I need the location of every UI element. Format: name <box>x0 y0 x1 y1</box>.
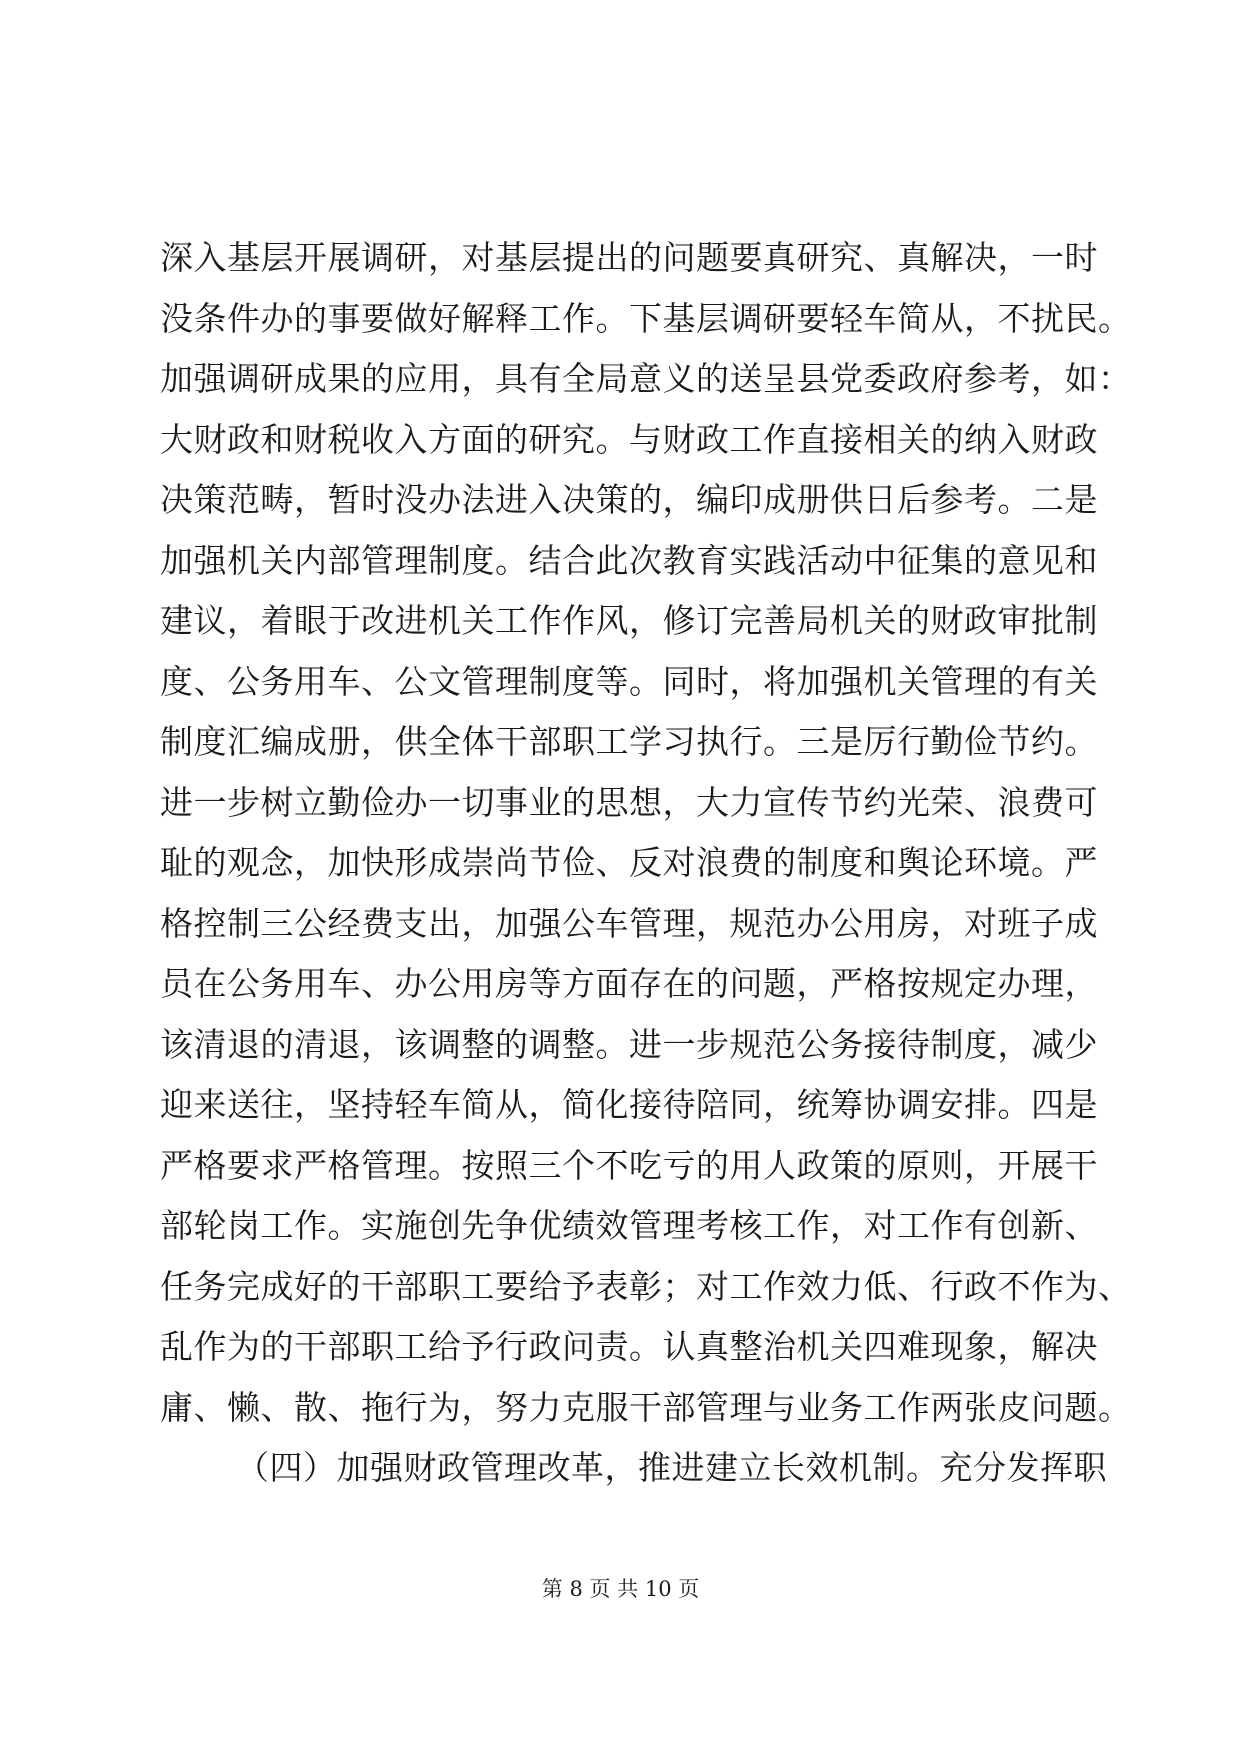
body-text <box>160 228 1132 1499</box>
text-line: 部轮岗工作。实施创先争优绩效管理考核工作，对工作有创新、 <box>160 1206 1098 1245</box>
text-line: 迎来送往，坚持轻车简从，简化接待陪同，统筹协调安排。四是 <box>160 1085 1098 1124</box>
text-line: 员在公务用车、办公用房等方面存在的问题，严格按规定办理， <box>160 964 1098 1003</box>
text-line: 任务完成好的干部职工要给予表彰；对工作效力低、行政不作为、 <box>160 1266 1132 1306</box>
text-line: 没条件办的事要做好解释工作。下基层调研要轻车简从，不扰民。 <box>160 298 1132 338</box>
text-line: 进一步树立勤俭办一切事业的思想，大力宣传节约光荣、浪费可 <box>160 782 1098 822</box>
text-line: 决策范畴，暂时没办法进入决策的，编印成册供日后参考。二是 <box>160 480 1098 519</box>
text-line: 该清退的清退，该调整的调整。进一步规范公务接待制度，减少 <box>160 1024 1098 1064</box>
text-line: 加强机关内部管理制度。结合此次教育实践活动中征集的意见和 <box>160 540 1098 580</box>
text-line: 加强调研成果的应用，具有全局意义的送呈县党委政府参考，如： <box>160 359 1132 398</box>
text-line: 严格要求严格管理。按照三个不吃亏的用人政策的原则，开展干 <box>160 1145 1098 1185</box>
text-line: 格控制三公经费支出，加强公车管理，规范办公用房，对班子成 <box>160 903 1098 943</box>
text-line: 耻的观念，加快形成崇尚节俭、反对浪费的制度和舆论环境。严 <box>160 843 1098 882</box>
text-line: 深入基层开展调研，对基层提出的问题要真研究、真解决，一时 <box>160 238 1098 277</box>
section-heading-line: （四）加强财政管理改革，推进建立长效机制。充分发挥职 <box>236 1448 1107 1487</box>
text-line: 大财政和财税收入方面的研究。与财政工作直接相关的纳入财政 <box>160 419 1098 459</box>
page-number-footer: 第 8 页 共 10 页 <box>541 1577 700 1601</box>
text-line: 乱作为的干部职工给予行政问责。认真整治机关四难现象，解决 <box>160 1327 1098 1366</box>
text-line: 建议，着眼于改进机关工作作风，修订完善局机关的财政审批制 <box>160 601 1098 640</box>
text-line: 庸、懒、散、拖行为，努力克服干部管理与业务工作两张皮问题。 <box>160 1387 1132 1427</box>
text-line: 制度汇编成册，供全体干部职工学习执行。三是厉行勤俭节约。 <box>160 722 1098 761</box>
text-line: 度、公务用车、公文管理制度等。同时，将加强机关管理的有关 <box>160 661 1098 701</box>
